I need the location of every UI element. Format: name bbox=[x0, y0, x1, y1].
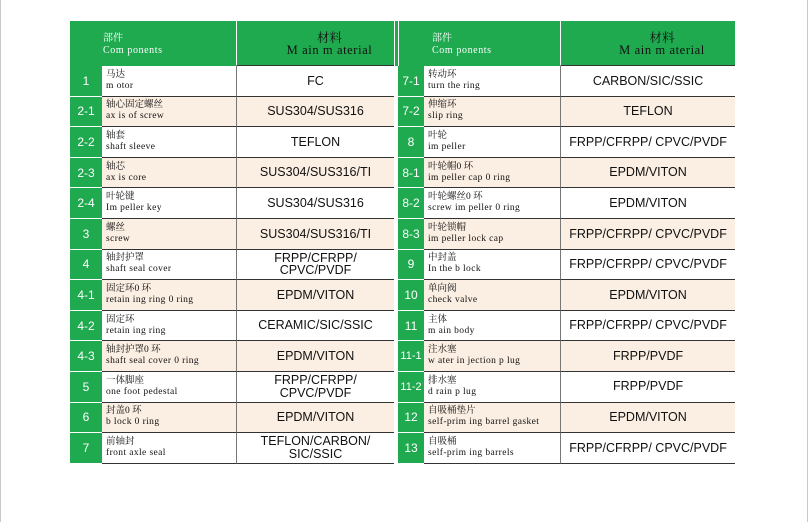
right-part-number: 8-1 bbox=[398, 158, 424, 189]
right-component-zh: 转动环 bbox=[428, 69, 457, 80]
left-component-name bbox=[102, 127, 236, 158]
right-component-zh: 注水塞 bbox=[428, 345, 457, 356]
header-material-zh: 材料 bbox=[317, 30, 343, 45]
left-material: SUS304/SUS316 bbox=[236, 188, 394, 219]
right-material: FRPP/CFRPP/ CPVC/PVDF bbox=[560, 311, 735, 342]
left-material: TEFLON bbox=[236, 127, 394, 158]
right-material: EPDM/VITON bbox=[560, 188, 735, 219]
left-part-number: 2-3 bbox=[70, 158, 102, 189]
left-component-name bbox=[102, 188, 236, 219]
right-component-zh: 中封盖 bbox=[428, 253, 457, 264]
header-material-left bbox=[236, 21, 394, 66]
right-component-en: im peller lock cap bbox=[428, 233, 504, 244]
left-material: SUS304/SUS316/TI bbox=[236, 158, 394, 189]
header-material-right bbox=[560, 21, 735, 66]
left-component-en: one foot pedestal bbox=[106, 386, 178, 397]
right-part-number: 11-1 bbox=[398, 341, 424, 372]
left-component-name bbox=[102, 372, 236, 403]
left-component-zh: 固定环 bbox=[106, 314, 135, 325]
left-component-name bbox=[102, 158, 236, 189]
left-component-zh: 封盖0 环 bbox=[106, 406, 142, 417]
left-component-name bbox=[102, 341, 236, 372]
header-components-en: Com ponents bbox=[103, 44, 163, 56]
header-material-zh: 材料 bbox=[649, 30, 675, 45]
left-material: SUS304/SUS316 bbox=[236, 97, 394, 128]
right-component-en: w ater in jection p lug bbox=[428, 356, 521, 367]
left-component-en: ax is of screw bbox=[106, 111, 165, 122]
left-part-number: 5 bbox=[70, 372, 102, 403]
right-material: EPDM/VITON bbox=[560, 280, 735, 311]
components-material-table-wrapper bbox=[70, 21, 735, 465]
left-component-en: shaft seal cover 0 ring bbox=[106, 356, 200, 367]
right-component-en: slip ring bbox=[428, 111, 464, 122]
right-part-number: 9 bbox=[398, 250, 424, 281]
left-component-zh: 前轴封 bbox=[106, 436, 135, 447]
left-material: SUS304/SUS316/TI bbox=[236, 219, 394, 250]
header-components-zh: 部件 bbox=[432, 32, 453, 44]
right-part-number: 13 bbox=[398, 433, 424, 464]
right-material: FRPP/CFRPP/ CPVC/PVDF bbox=[560, 250, 735, 281]
right-component-en: m ain body bbox=[428, 325, 475, 336]
left-material: CERAMIC/SIC/SSIC bbox=[236, 311, 394, 342]
right-component-zh: 伸缩环 bbox=[428, 100, 457, 111]
right-material: CARBON/SIC/SSIC bbox=[560, 66, 735, 97]
left-component-zh: 轴芯 bbox=[106, 161, 126, 172]
table-row bbox=[70, 66, 735, 97]
left-material: EPDM/VITON bbox=[236, 403, 394, 434]
right-component-en: self-prim ing barrel gasket bbox=[428, 417, 540, 428]
header-components-en: Com ponents bbox=[432, 44, 492, 56]
right-component-en: im peller cap 0 ring bbox=[428, 172, 511, 183]
right-component-en: d rain p lug bbox=[428, 386, 477, 397]
page-border-left bbox=[0, 0, 1, 522]
right-part-number: 8-2 bbox=[398, 188, 424, 219]
left-component-name bbox=[102, 250, 236, 281]
table-row bbox=[70, 341, 735, 372]
right-part-number: 8-3 bbox=[398, 219, 424, 250]
right-component-zh: 叶轮螺丝0 环 bbox=[428, 192, 483, 203]
left-part-number: 3 bbox=[70, 219, 102, 250]
page-border-right bbox=[807, 0, 808, 522]
left-component-en: retain ing ring 0 ring bbox=[106, 294, 194, 305]
right-component-name bbox=[424, 372, 560, 403]
right-part-number: 7-2 bbox=[398, 97, 424, 128]
left-component-name bbox=[102, 66, 236, 97]
left-part-number: 1 bbox=[70, 66, 102, 97]
left-component-zh: 螺丝 bbox=[106, 222, 126, 233]
table-row bbox=[70, 403, 735, 434]
right-component-name bbox=[424, 433, 560, 464]
left-part-number: 4-2 bbox=[70, 311, 102, 342]
left-material: TEFLON/CARBON/ SIC/SSIC bbox=[236, 433, 394, 464]
left-part-number: 4-1 bbox=[70, 280, 102, 311]
left-material: EPDM/VITON bbox=[236, 280, 394, 311]
right-component-zh: 单向阀 bbox=[428, 283, 457, 294]
right-component-zh: 叶轮帽0 环 bbox=[428, 161, 474, 172]
right-component-en: turn the ring bbox=[428, 80, 481, 91]
left-component-zh: 马达 bbox=[106, 69, 126, 80]
right-component-en: check valve bbox=[428, 294, 478, 305]
left-component-name bbox=[102, 433, 236, 464]
right-component-name bbox=[424, 66, 560, 97]
right-component-zh: 主体 bbox=[428, 314, 448, 325]
header-material-en: M ain m aterial bbox=[619, 43, 705, 57]
left-component-en: ax is core bbox=[106, 172, 147, 183]
right-component-zh: 自吸桶垫片 bbox=[428, 406, 476, 417]
right-component-name bbox=[424, 188, 560, 219]
table-header-row bbox=[70, 21, 735, 66]
right-component-en: im peller bbox=[428, 141, 466, 152]
left-part-number: 2-2 bbox=[70, 127, 102, 158]
right-component-name bbox=[424, 280, 560, 311]
right-material: FRPP/PVDF bbox=[560, 341, 735, 372]
left-material: FRPP/CFRPP/ CPVC/PVDF bbox=[236, 250, 394, 281]
left-component-zh: 轴封护罩0 环 bbox=[106, 345, 161, 356]
left-component-zh: 一体脚座 bbox=[106, 375, 145, 386]
table-row bbox=[70, 219, 735, 250]
left-component-name bbox=[102, 219, 236, 250]
left-part-number: 2-1 bbox=[70, 97, 102, 128]
table-row bbox=[70, 127, 735, 158]
right-material: FRPP/CFRPP/ CPVC/PVDF bbox=[560, 219, 735, 250]
left-component-name bbox=[102, 403, 236, 434]
left-component-zh: 固定环0 环 bbox=[106, 283, 152, 294]
left-component-name bbox=[102, 97, 236, 128]
left-component-en: screw bbox=[106, 233, 131, 244]
right-component-zh: 排水塞 bbox=[428, 375, 457, 386]
right-part-number: 10 bbox=[398, 280, 424, 311]
left-part-number: 7 bbox=[70, 433, 102, 464]
left-part-number: 4-3 bbox=[70, 341, 102, 372]
right-part-number: 7-1 bbox=[398, 66, 424, 97]
left-component-zh: 轴套 bbox=[106, 130, 126, 141]
right-component-name bbox=[424, 403, 560, 434]
right-part-number: 8 bbox=[398, 127, 424, 158]
right-component-name bbox=[424, 158, 560, 189]
left-material: FC bbox=[236, 66, 394, 97]
components-material-table bbox=[70, 21, 735, 464]
table-row bbox=[70, 372, 735, 403]
left-part-number: 4 bbox=[70, 250, 102, 281]
right-component-en: screw im peller 0 ring bbox=[428, 203, 521, 214]
right-component-name bbox=[424, 97, 560, 128]
header-components-zh: 部件 bbox=[103, 32, 123, 44]
table-row bbox=[70, 311, 735, 342]
header-components-left bbox=[70, 21, 236, 66]
left-component-en: front axle seal bbox=[106, 447, 166, 458]
left-component-en: shaft seal cover bbox=[106, 264, 172, 275]
header-components-right bbox=[398, 21, 560, 66]
left-component-zh: 轴心固定螺丝 bbox=[106, 100, 164, 111]
left-part-number: 6 bbox=[70, 403, 102, 434]
left-component-en: shaft sleeve bbox=[106, 141, 156, 152]
right-part-number: 11-2 bbox=[398, 372, 424, 403]
table-row bbox=[70, 250, 735, 281]
right-part-number: 11 bbox=[398, 311, 424, 342]
left-component-en: b lock 0 ring bbox=[106, 417, 160, 428]
table-row bbox=[70, 158, 735, 189]
right-material: FRPP/CFRPP/ CPVC/PVDF bbox=[560, 127, 735, 158]
table-row bbox=[70, 280, 735, 311]
right-material: EPDM/VITON bbox=[560, 158, 735, 189]
left-component-en: m otor bbox=[106, 80, 134, 91]
right-component-zh: 叶轮 bbox=[428, 130, 448, 141]
right-component-name bbox=[424, 250, 560, 281]
table-row bbox=[70, 97, 735, 128]
right-material: EPDM/VITON bbox=[560, 403, 735, 434]
header-material-en: M ain m aterial bbox=[286, 43, 373, 57]
right-material: TEFLON bbox=[560, 97, 735, 128]
right-component-name bbox=[424, 341, 560, 372]
left-part-number: 2-4 bbox=[70, 188, 102, 219]
left-component-en: retain ing ring bbox=[106, 325, 166, 336]
right-component-zh: 自吸桶 bbox=[428, 436, 457, 447]
table-row bbox=[70, 433, 735, 464]
left-material: EPDM/VITON bbox=[236, 341, 394, 372]
table-body bbox=[70, 66, 735, 464]
right-material: FRPP/PVDF bbox=[560, 372, 735, 403]
left-component-en: Im peller key bbox=[106, 203, 162, 214]
right-component-name bbox=[424, 311, 560, 342]
left-component-name bbox=[102, 311, 236, 342]
right-component-en: In the b lock bbox=[428, 264, 481, 275]
right-component-name bbox=[424, 127, 560, 158]
right-component-name bbox=[424, 219, 560, 250]
right-component-en: self-prim ing barrels bbox=[428, 447, 514, 458]
table-row bbox=[70, 188, 735, 219]
right-part-number: 12 bbox=[398, 403, 424, 434]
left-component-name bbox=[102, 280, 236, 311]
right-material: FRPP/CFRPP/ CPVC/PVDF bbox=[560, 433, 735, 464]
left-component-zh: 轴封护罩 bbox=[106, 253, 145, 264]
left-material: FRPP/CFRPP/ CPVC/PVDF bbox=[236, 372, 394, 403]
right-component-zh: 叶轮锁帽 bbox=[428, 222, 467, 233]
left-component-zh: 叶轮键 bbox=[106, 192, 135, 203]
